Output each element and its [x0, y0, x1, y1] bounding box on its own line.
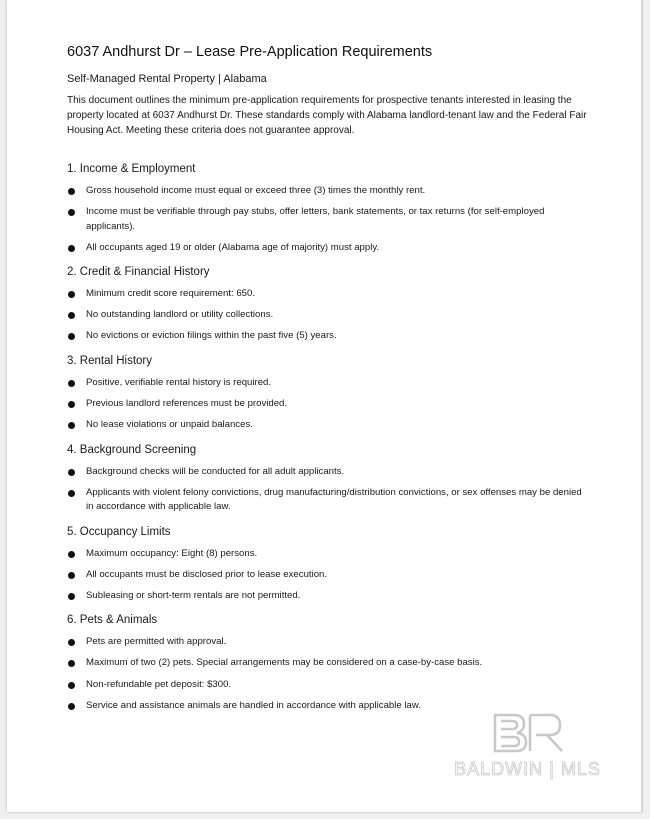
requirement-list — [67, 465, 587, 515]
list-item — [67, 465, 587, 480]
list-item-text: All occupants must be disclosed prior to lease execution. — [86, 568, 328, 580]
section — [67, 444, 587, 515]
section-heading: 6. Pets & Animals — [67, 614, 158, 627]
list-item — [67, 397, 587, 412]
bullet-icon — [68, 682, 75, 689]
list-item-text: Subleasing or short-term rentals are not permitted. — [86, 589, 301, 601]
section-heading: 5. Occupancy Limits — [67, 525, 171, 538]
list-item-text: Positive, verifiable rental history is required. — [86, 376, 272, 388]
bullet-icon — [68, 572, 75, 579]
br-logo-icon — [450, 711, 605, 761]
list-item — [67, 635, 587, 650]
baldwin-mls-watermark — [450, 711, 605, 781]
bullet-icon — [68, 703, 75, 710]
list-item — [67, 656, 587, 671]
page-title: 6037 Andhurst Dr – Lease Pre-Application Requirements — [67, 44, 433, 60]
list-item-text: Maximum of two (2) pets. Special arrangements may be considered on a case-by-case basis. — [86, 657, 483, 669]
document-subtitle: Self-Managed Rental Property | Alabama — [67, 73, 267, 85]
list-item-text: Gross household income must equal or exceed three (3) times the monthly rent. — [86, 185, 426, 196]
bullet-icon — [68, 469, 75, 476]
list-item-text: Previous landlord references must be provided. — [86, 397, 288, 409]
list-item — [67, 376, 587, 391]
requirement-list — [67, 184, 587, 255]
list-item-text: No lease violations or unpaid balances. — [86, 419, 253, 431]
list-item — [67, 205, 587, 234]
bullet-icon — [68, 291, 75, 298]
section — [67, 526, 587, 604]
bullet-icon — [68, 312, 75, 319]
requirement-list — [67, 376, 587, 433]
list-item-text: Non-refundable pet deposit: $300. — [86, 678, 232, 690]
list-item — [67, 589, 587, 604]
list-item-text: Maximum occupancy: Eight (8) persons. — [86, 547, 258, 559]
page-edge — [641, 0, 643, 812]
watermark-text: BALDWIN | MLS — [454, 759, 601, 779]
list-item-text: All occupants aged 19 or older (Alabama age of majority) must apply. — [86, 241, 380, 253]
bullet-icon — [68, 380, 75, 387]
list-item-text: Minimum credit score requirement: 650. — [86, 288, 256, 300]
bullet-icon — [68, 660, 75, 667]
list-item — [67, 308, 587, 323]
bullet-icon — [68, 639, 75, 646]
section-heading: 4. Background Screening — [67, 443, 197, 456]
list-item-text: Applicants with violent felony convictions, drug manufacturing/distribution convictions, or sex offenses may be denied in accordance with applicable law. — [86, 486, 582, 513]
bullet-icon — [68, 593, 75, 600]
intro-paragraph: This document outlines the minimum pre-application requirements for prospective tenants interested in leasing the property located at 6037 Andhurst Dr. These standards comply with Alabama landlord-tenant law and the Federal Fair Housing Act. Meeting these criteria does not guarantee approval. — [67, 95, 587, 136]
list-item — [67, 678, 587, 693]
bullet-icon — [68, 401, 75, 408]
section-heading: 2. Credit & Financial History — [67, 266, 210, 279]
requirement-list — [67, 287, 587, 344]
list-item — [67, 184, 587, 199]
list-item-text: No outstanding landlord or utility collections. — [86, 309, 274, 321]
list-item-text: Pets are permitted with approval. — [86, 636, 227, 648]
list-item — [67, 568, 587, 583]
bullet-icon — [68, 422, 75, 429]
list-item-text: No evictions or eviction filings within the past five (5) years. — [86, 330, 337, 342]
list-item — [67, 418, 587, 433]
section — [67, 163, 587, 255]
bullet-icon — [68, 188, 75, 195]
list-item — [67, 329, 587, 344]
section — [67, 355, 587, 433]
section-heading: 3. Rental History — [67, 354, 153, 367]
bullet-icon — [68, 551, 75, 558]
list-item — [67, 486, 587, 515]
list-item — [67, 287, 587, 302]
list-item — [67, 241, 587, 256]
section-heading: 1. Income & Employment — [67, 163, 196, 175]
bullet-icon — [68, 333, 75, 340]
bullet-icon — [68, 490, 75, 497]
document-page — [7, 0, 641, 812]
section — [67, 266, 587, 344]
requirement-list — [67, 635, 587, 713]
list-item-text: Income must be verifiable through pay stubs, offer letters, bank statements, or tax returns (for self-employed applicants). — [86, 206, 545, 232]
requirements-sections — [67, 163, 587, 713]
list-item — [67, 547, 587, 562]
bullet-icon — [68, 245, 75, 252]
bullet-icon — [68, 209, 75, 216]
section — [67, 614, 587, 713]
requirement-list — [67, 547, 587, 604]
document-content — [67, 44, 587, 724]
list-item-text: Service and assistance animals are handled in accordance with applicable law. — [86, 699, 421, 711]
list-item-text: Background checks will be conducted for all adult applicants. — [86, 465, 345, 477]
